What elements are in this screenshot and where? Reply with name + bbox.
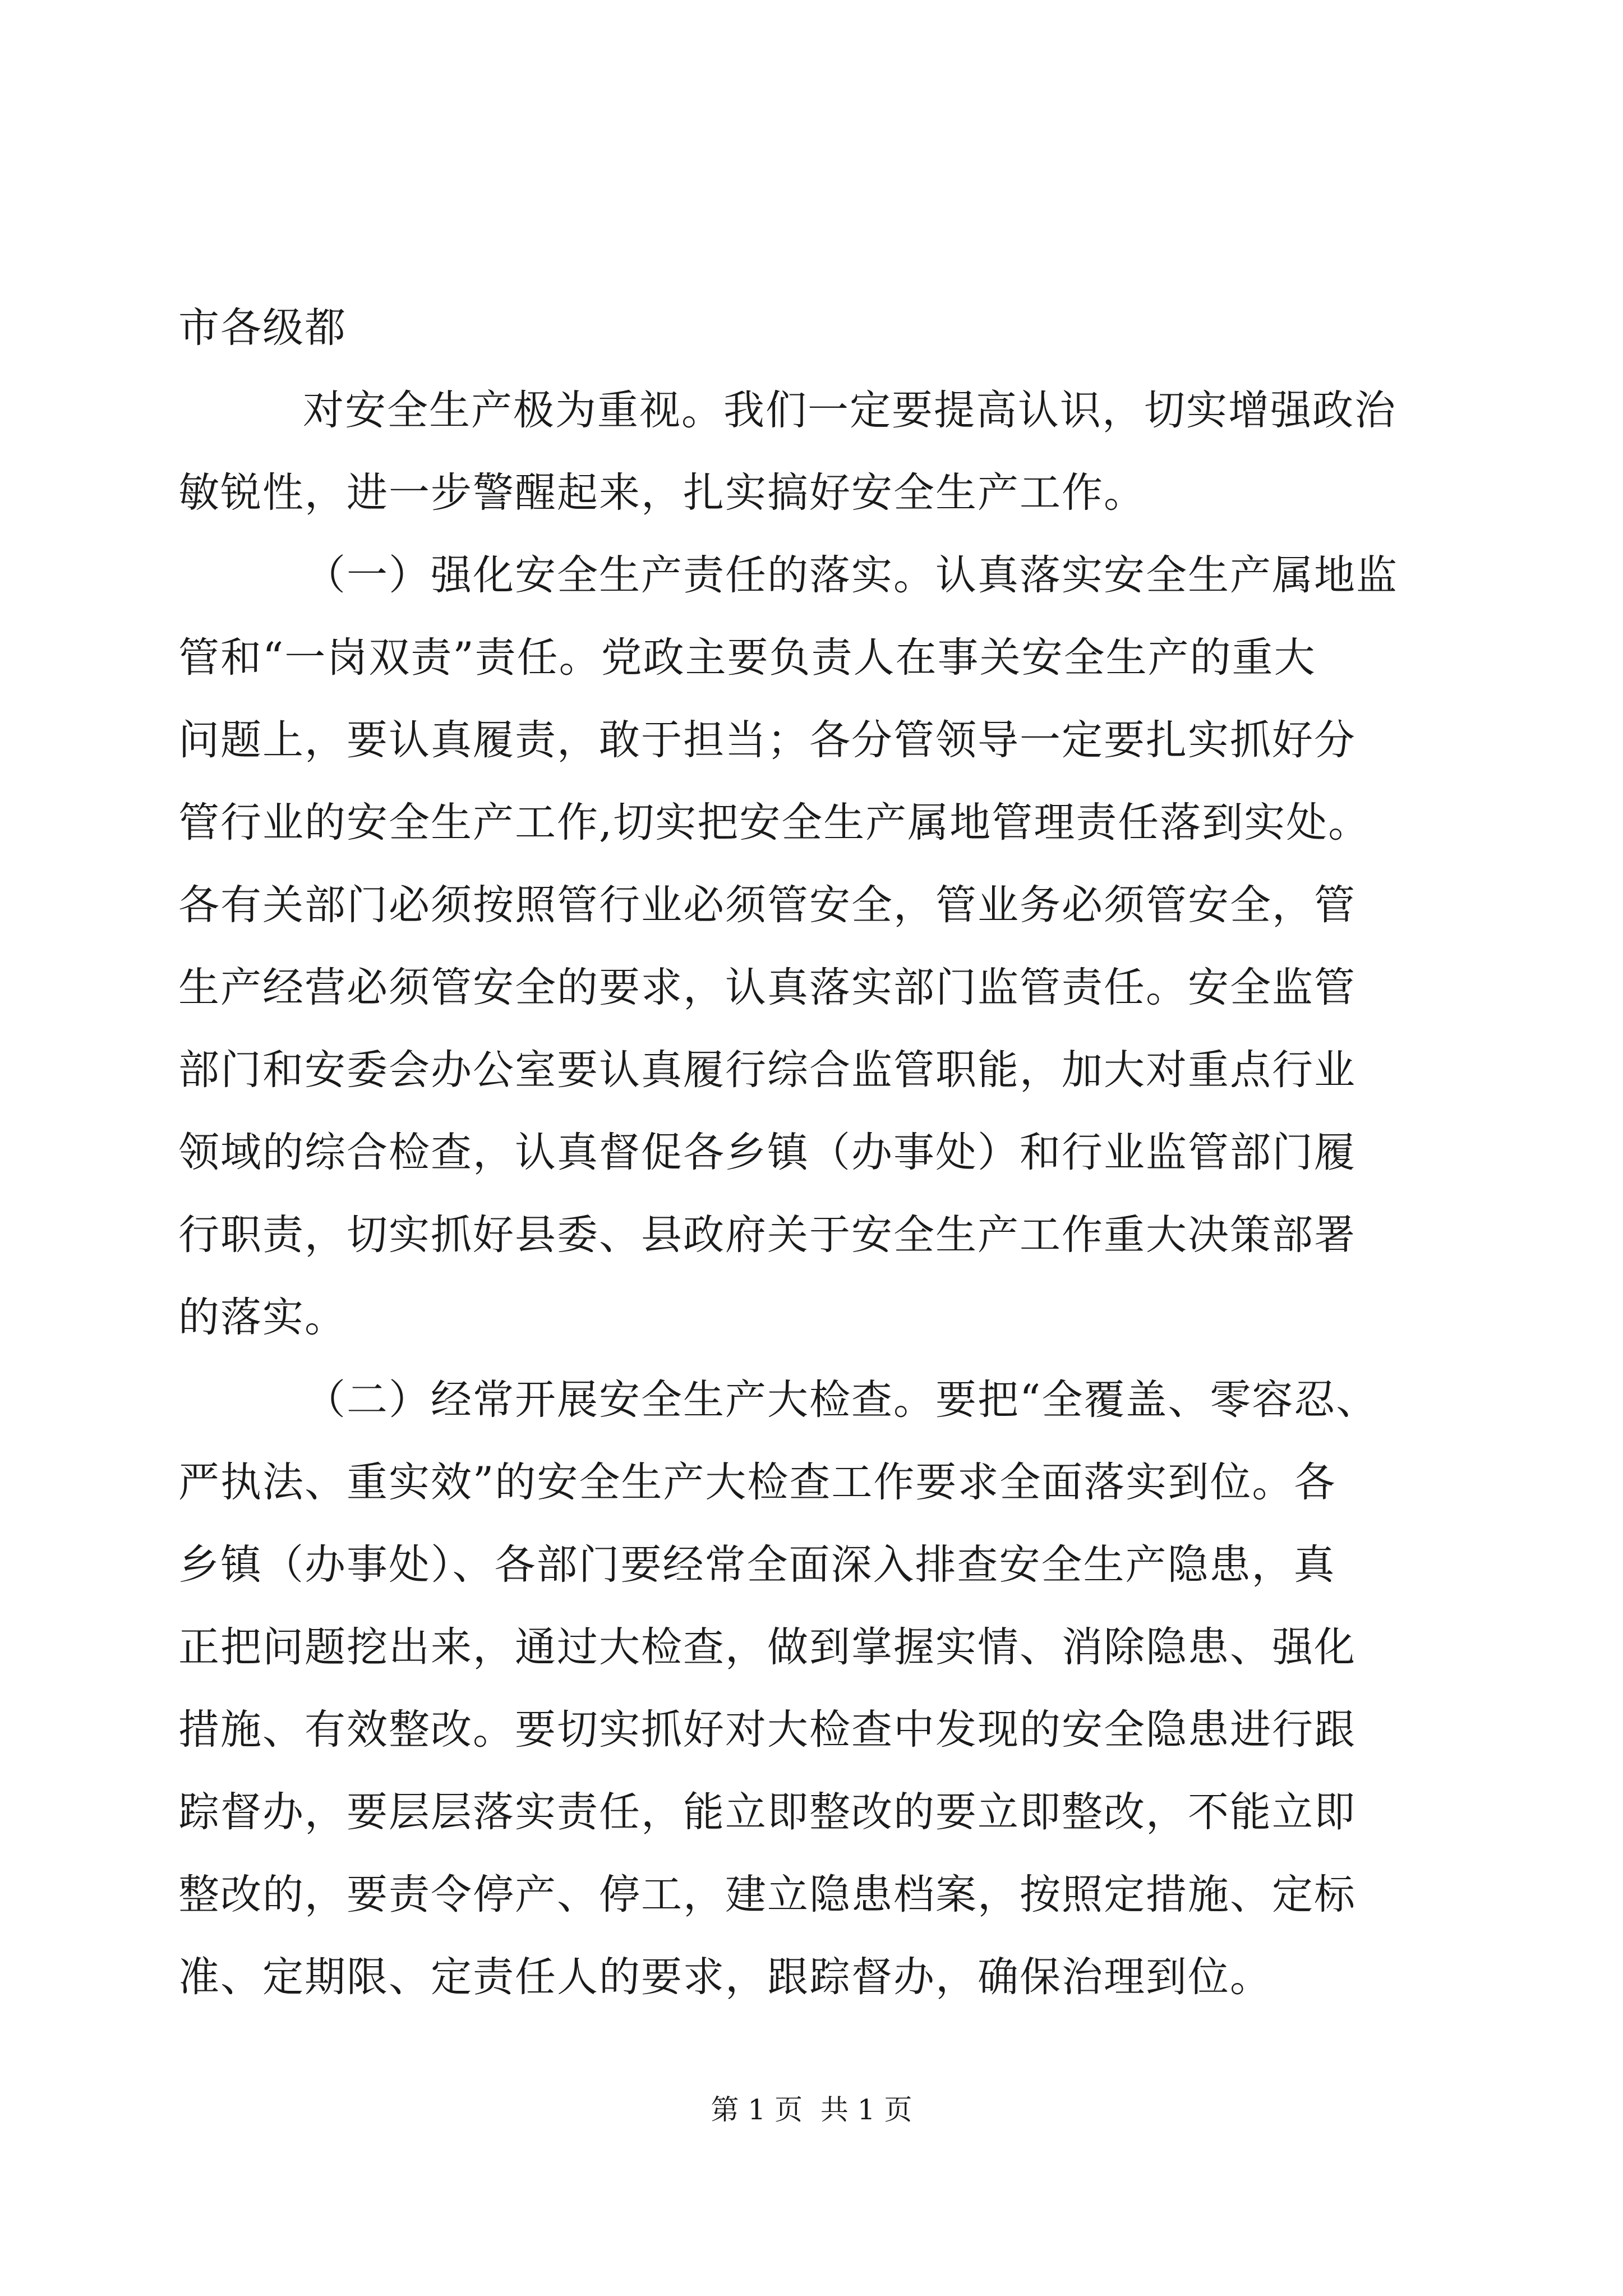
paragraph-line: 正把问题挖出来，通过大检查，做到掌握实情、消除隐患、强化 [178, 1623, 1356, 1671]
paragraph-line: （一）强化安全生产责任的落实。认真落实安全生产属地监 [305, 551, 1398, 599]
paragraph-line: （二）经常开展安全生产大检查。要把“全覆盖、零容忍、 [305, 1376, 1378, 1424]
paragraph-line: 敏锐性，进一步警醒起来，扎实搞好安全生产工作。 [178, 469, 1146, 517]
paragraph-line: 的落实。 [178, 1294, 347, 1341]
paragraph-line: 问题上，要认真履责，敢于担当；各分管领导一定要扎实抓好分 [178, 716, 1356, 764]
paragraph-line: 踪督办，要层层落实责任，能立即整改的要立即整改，不能立即 [178, 1788, 1356, 1836]
paragraph-line: 管行业的安全生产工作,切实把安全生产属地管理责任落到实处。 [178, 799, 1371, 846]
page-footer [0, 2090, 1623, 2129]
paragraph-line: 生产经营必须管安全的要求，认真落实部门监管责任。安全监管 [178, 964, 1356, 1011]
paragraph-line: 对安全生产极为重视。我们一定要提高认识，切实增强政治 [303, 386, 1396, 434]
paragraph-line: 整改的，要责令停产、停工，建立隐患档案，按照定措施、定标 [178, 1871, 1356, 1918]
paragraph-line: 措施、有效整改。要切实抓好对大检查中发现的安全隐患进行跟 [178, 1706, 1356, 1754]
page-number: 第 1 页 共 1 页 [711, 2093, 912, 2126]
paragraph-line: 乡镇（办事处）、各部门要经常全面深入排查安全生产隐患，真 [178, 1541, 1336, 1589]
paragraph-line: 领域的综合检查，认真督促各乡镇（办事处）和行业监管部门履 [178, 1129, 1356, 1176]
paragraph-line: 严执法、重实效”的安全生产大检查工作要求全面落实到位。各 [178, 1458, 1336, 1506]
text-line: 市各级都 [178, 304, 347, 352]
paragraph-line: 各有关部门必须按照管行业必须管安全，管业务必须管安全，管 [178, 881, 1356, 929]
paragraph-line: 管和“一岗双责”责任。党政主要负责人在事关安全生产的重大 [178, 634, 1316, 682]
paragraph-line: 部门和安委会办公室要认真履行综合监管职能，加大对重点行业 [178, 1046, 1356, 1094]
paragraph-line: 行职责，切实抓好县委、县政府关于安全生产工作重大决策部署 [178, 1211, 1356, 1259]
paragraph-line: 准、定期限、定责任人的要求，跟踪督办，确保治理到位。 [178, 1953, 1272, 2001]
